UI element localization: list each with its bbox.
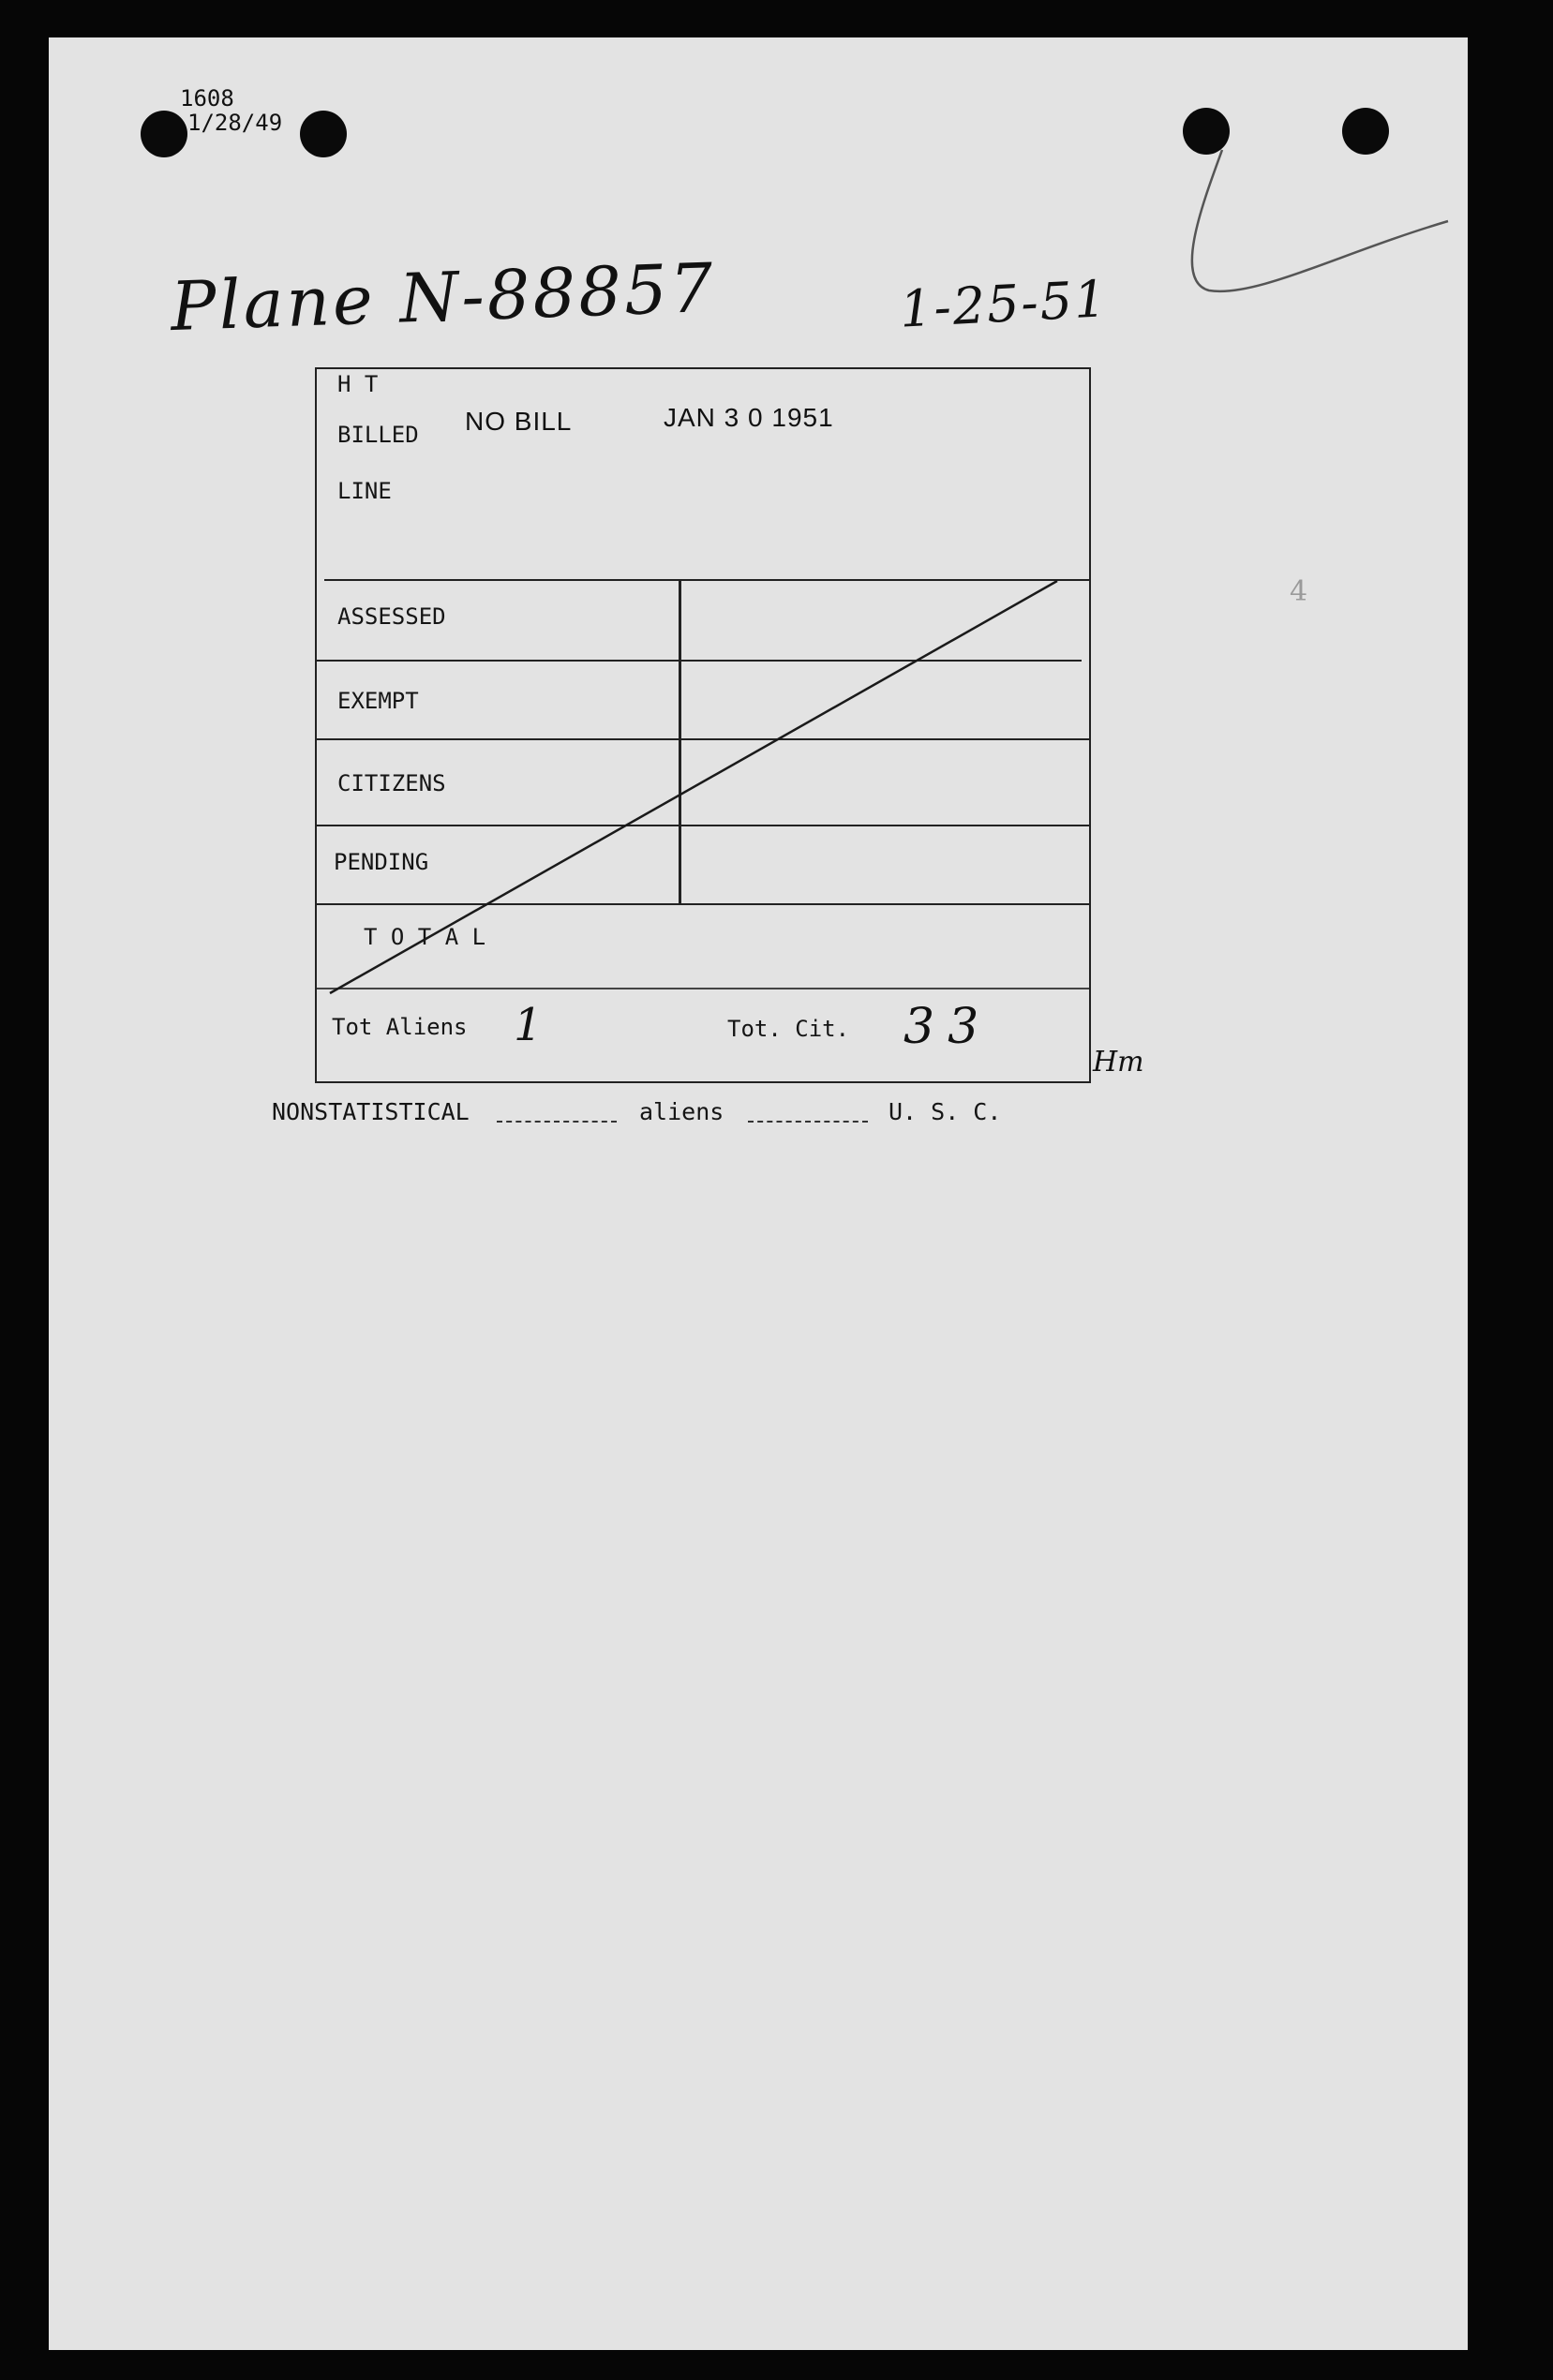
ht-label: H T xyxy=(337,371,379,397)
strike-through-line xyxy=(317,369,1089,1081)
line-label: LINE xyxy=(337,478,392,504)
citizens-label: CITIZENS xyxy=(337,770,446,796)
tot-aliens-value: 1 xyxy=(514,999,543,1051)
date-stamp: JAN 3 0 1951 xyxy=(664,403,834,432)
tally-form xyxy=(315,367,1091,1083)
tot-cit-label: Tot. Cit. xyxy=(727,1016,850,1042)
assessed-label: ASSESSED xyxy=(337,603,446,630)
exempt-label: EXEMPT xyxy=(337,688,419,714)
aliens-blank xyxy=(748,1121,868,1123)
billed-label: BILLED xyxy=(337,422,419,448)
tot-aliens-label: Tot Aliens xyxy=(332,1014,468,1040)
handwritten-date: 1-25-51 xyxy=(898,269,1110,339)
aliens-label: aliens xyxy=(639,1098,724,1125)
handwritten-initials: Hm xyxy=(1093,1046,1144,1078)
nonstat-blank xyxy=(497,1121,617,1123)
no-bill-stamp: NO BILL xyxy=(465,407,573,436)
tot-cit-value: 33 xyxy=(903,999,993,1055)
nonstatistical-label: NONSTATISTICAL xyxy=(272,1098,470,1125)
usc-label: U. S. C. xyxy=(888,1098,1002,1125)
side-page-mark: 4 xyxy=(1290,575,1308,608)
pending-label: PENDING xyxy=(334,849,429,875)
form-date: 1/28/49 xyxy=(187,110,283,136)
total-label: T O T A L xyxy=(364,924,486,950)
handwritten-plane-number: Plane N-88857 xyxy=(169,247,717,347)
form-number: 1608 xyxy=(180,85,234,112)
